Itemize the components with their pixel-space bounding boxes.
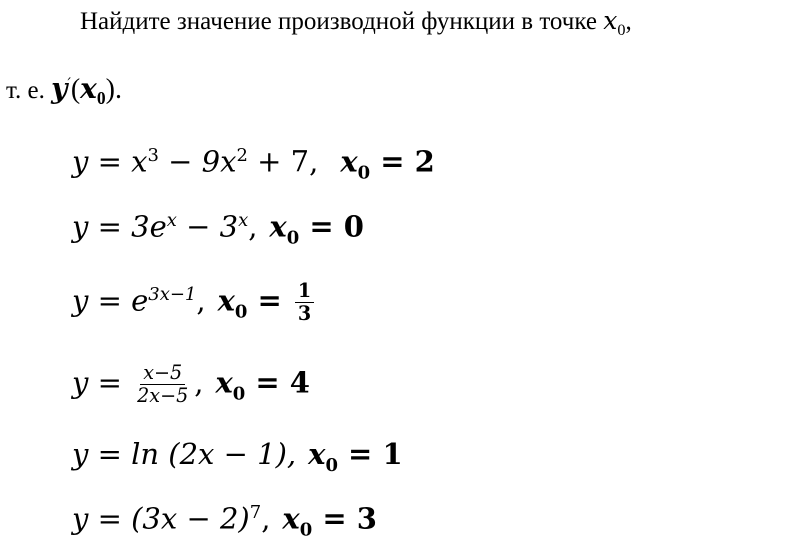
eq4-lhs: y = xyxy=(72,365,132,400)
eq2-x0: x xyxy=(269,209,287,244)
paren-open: ( xyxy=(70,74,81,105)
equation-1 xyxy=(72,144,435,184)
eq5-lhs: y = ln (2x − 1), xyxy=(72,437,297,471)
eq2-exp2: x xyxy=(238,210,249,231)
eq3-x0: x xyxy=(217,283,235,318)
eq4-x0-sub: 0 xyxy=(232,383,246,405)
eq6-tail: , xyxy=(261,501,271,536)
eq5-x0-value: = 1 xyxy=(337,437,403,471)
instruction-text: Найдите значение производной функции в точке xyxy=(80,8,604,35)
derivative-x-sub: 0 xyxy=(96,88,106,108)
derivative-prime: ′ xyxy=(67,74,71,93)
eq1-exp1: 3 xyxy=(147,145,159,166)
eq3-x0-sub: 0 xyxy=(234,301,248,323)
eq3-frac-den: 3 xyxy=(297,302,312,325)
eq4-fraction xyxy=(134,362,191,407)
task-instruction-line2 xyxy=(6,72,122,109)
eq3-fraction xyxy=(295,280,314,325)
eq2-lhs: y = 3e xyxy=(72,209,167,244)
eq2-x0-value: = 0 xyxy=(299,209,364,244)
eq3-exp1: 3x−1 xyxy=(148,283,197,305)
derivative-x: x xyxy=(80,72,97,105)
paren-close: ). xyxy=(105,74,122,105)
eq6-lhs: y = (3x − 2) xyxy=(72,501,250,536)
eq1-x0-value: = 2 xyxy=(370,144,435,179)
eq3-x0-eq: = xyxy=(247,283,292,318)
ie-prefix: т. е. xyxy=(6,77,52,104)
eq1-tail: + 7, xyxy=(247,144,319,179)
eq4-x0-value: = 4 xyxy=(245,365,310,400)
eq1-exp2: 2 xyxy=(236,145,248,166)
task-instruction xyxy=(80,6,632,40)
eq2-exp1: x xyxy=(166,210,177,231)
eq1-x0: x xyxy=(340,144,358,179)
eq2-mid: − 3 xyxy=(176,209,239,244)
eq4-frac-num: x−5 xyxy=(140,362,185,385)
eq6-x0: x xyxy=(282,501,300,536)
equation-6 xyxy=(72,501,377,541)
instruction-comma: , xyxy=(625,8,632,35)
eq4-frac-den: 2x−5 xyxy=(137,384,189,407)
instruction-var-x: x xyxy=(603,6,618,35)
eq2-tail: , xyxy=(248,209,258,244)
eq6-x0-value: = 3 xyxy=(312,501,377,536)
eq6-exp1: 7 xyxy=(249,502,262,523)
eq5-x0-sub: 0 xyxy=(325,454,338,476)
eq4-x0: x xyxy=(215,365,233,400)
eq1-lhs: y = x xyxy=(72,144,148,179)
equation-5 xyxy=(72,437,403,476)
derivative-y: y xyxy=(51,72,68,105)
equation-2 xyxy=(72,209,364,249)
instruction-var-sub: 0 xyxy=(617,21,626,39)
eq3-lhs: y = e xyxy=(72,283,149,318)
eq1-mid: − 9x xyxy=(158,144,237,179)
eq5-x0: x xyxy=(308,437,326,471)
eq2-x0-sub: 0 xyxy=(286,227,300,249)
eq1-x0-sub: 0 xyxy=(357,162,371,184)
equation-4 xyxy=(72,362,310,407)
eq3-tail: , xyxy=(196,283,206,318)
eq6-x0-sub: 0 xyxy=(299,519,313,541)
eq4-tail: , xyxy=(194,365,204,400)
equation-3 xyxy=(72,280,317,325)
eq3-frac-num: 1 xyxy=(295,280,314,303)
